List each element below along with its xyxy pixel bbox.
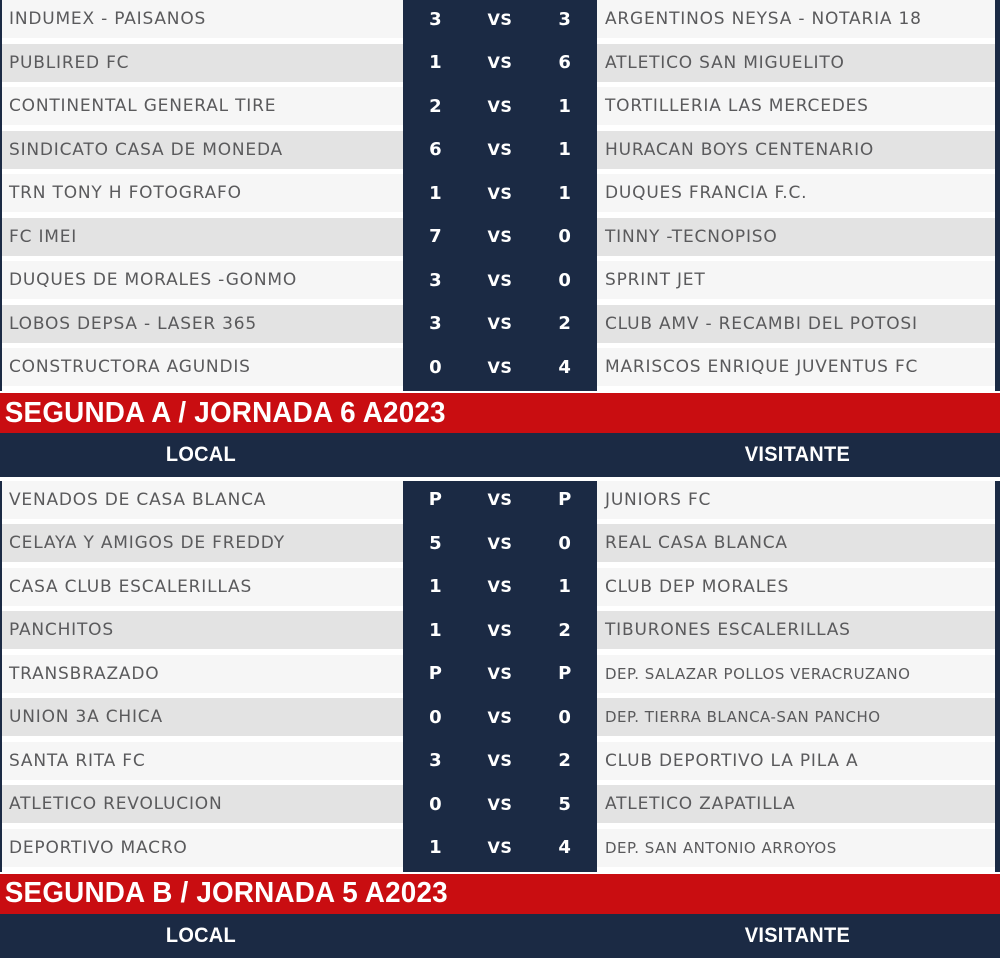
- score-zone: [403, 0, 597, 38]
- score-local: 3: [429, 8, 442, 30]
- local-team-name: DUQUES DE MORALES -GONMO: [9, 270, 298, 290]
- visitante-team-cell: [597, 655, 995, 693]
- visitante-team-cell: [597, 0, 995, 38]
- match-row: [2, 481, 995, 519]
- visitante-team-cell: [597, 829, 995, 867]
- score-zone: [403, 131, 597, 169]
- jornada-banner-title: SEGUNDA B / JORNADA 5 A2023: [4, 877, 448, 909]
- local-header-cell: [0, 443, 401, 467]
- visitante-header-cell: [595, 924, 1000, 948]
- visitante-header-cell: [595, 443, 1000, 467]
- local-team-name: PANCHITOS: [9, 620, 114, 640]
- match-row: [2, 742, 995, 780]
- visitante-team-cell: [597, 44, 995, 82]
- visitante-team-name: TORTILLERIA LAS MERCEDES: [605, 96, 869, 116]
- match-row: [2, 261, 995, 299]
- visitante-team-name: ATLETICO ZAPATILLA: [605, 794, 796, 814]
- local-team-name: FC IMEI: [9, 226, 78, 247]
- local-team-name: SANTA RITA FC: [9, 750, 146, 771]
- vs-label: VS: [487, 227, 513, 246]
- visitante-team-name: CLUB AMV - RECAMBI DEL POTOSI: [605, 313, 918, 334]
- visitante-team-name: REAL CASA BLANCA: [605, 533, 788, 553]
- score-zone: [403, 305, 597, 343]
- local-team-name: TRANSBRAZADO: [9, 663, 160, 684]
- score-visitante: 2: [558, 313, 571, 334]
- local-team-cell: [2, 698, 403, 736]
- visitante-header-label: VISITANTE: [744, 923, 851, 947]
- match-row: [2, 305, 995, 343]
- score-visitante: 0: [558, 269, 571, 291]
- score-visitante: 1: [558, 95, 571, 117]
- local-team-cell: [2, 44, 403, 82]
- fixtures-list: [0, 481, 1000, 872]
- vs-label: VS: [487, 620, 513, 640]
- score-zone: [403, 44, 597, 82]
- local-team-name: ATLETICO REVOLUCION: [9, 794, 223, 814]
- results-section-segunda-a: [0, 393, 1000, 872]
- results-section-previous: [0, 0, 1000, 391]
- visitante-team-cell: [597, 174, 995, 212]
- visitante-header-label: VISITANTE: [744, 443, 851, 466]
- score-zone: [403, 261, 597, 299]
- score-zone: [403, 524, 597, 562]
- visitante-team-name: CLUB DEPORTIVO LA PILA A: [605, 750, 859, 771]
- visitante-team-cell: [597, 131, 995, 169]
- match-row: [2, 44, 995, 82]
- visitante-team-cell: [597, 348, 995, 386]
- score-local: 3: [429, 750, 442, 771]
- score-zone: [403, 655, 597, 693]
- visitante-team-name: TINNY -TECNOPISO: [605, 226, 778, 247]
- score-local: 0: [429, 356, 442, 378]
- score-local: 6: [429, 139, 442, 160]
- local-team-cell: [2, 481, 403, 519]
- match-row: [2, 131, 995, 169]
- vs-label: VS: [487, 357, 513, 377]
- local-team-cell: [2, 524, 403, 562]
- local-header-label: LOCAL: [165, 443, 236, 466]
- visitante-team-name: HURACAN BOYS CENTENARIO: [605, 139, 875, 160]
- vs-label: VS: [487, 664, 513, 683]
- score-visitante: 0: [558, 532, 571, 554]
- score-local: 5: [429, 532, 442, 554]
- vs-label: VS: [487, 270, 513, 290]
- match-row: [2, 348, 995, 386]
- vs-label: VS: [487, 183, 513, 203]
- score-local: 0: [429, 793, 442, 815]
- local-team-cell: [2, 218, 403, 256]
- visitante-team-name: TIBURONES ESCALERILLAS: [605, 620, 851, 640]
- visitante-team-name: DEP. TIERRA BLANCA-SAN PANCHO: [605, 708, 881, 726]
- jornada-banner: [0, 393, 1000, 433]
- match-row: [2, 829, 995, 867]
- vs-label: VS: [487, 577, 513, 596]
- match-row: [2, 0, 995, 38]
- local-team-name: CONTINENTAL GENERAL TIRE: [9, 96, 277, 116]
- vs-label: VS: [487, 96, 513, 116]
- score-local: 3: [429, 313, 442, 334]
- visitante-team-cell: [597, 305, 995, 343]
- score-local: 7: [429, 226, 442, 247]
- jornada-banner: [0, 874, 1000, 914]
- score-local: 1: [429, 619, 442, 641]
- visitante-team-cell: [597, 87, 995, 125]
- table-header-bar: [0, 433, 1000, 477]
- visitante-team-name: MARISCOS ENRIQUE JUVENTUS FC: [605, 357, 919, 377]
- score-visitante: 0: [558, 706, 571, 728]
- match-row: [2, 655, 995, 693]
- visitante-team-name: JUNIORS FC: [605, 489, 712, 510]
- local-team-cell: [2, 305, 403, 343]
- score-zone: [403, 698, 597, 736]
- score-local: 1: [429, 52, 442, 73]
- score-visitante: 3: [558, 8, 571, 30]
- visitante-team-cell: [597, 785, 995, 823]
- vs-label: VS: [487, 751, 513, 770]
- fixtures-list: [0, 0, 1000, 391]
- visitante-team-cell: [597, 698, 995, 736]
- local-team-cell: [2, 568, 403, 606]
- match-row: [2, 698, 995, 736]
- vs-label: VS: [487, 53, 513, 72]
- vs-label: VS: [487, 9, 513, 29]
- local-header-cell: [0, 924, 401, 948]
- local-team-cell: [2, 261, 403, 299]
- local-team-cell: [2, 829, 403, 867]
- vs-label: VS: [487, 794, 513, 814]
- visitante-team-cell: [597, 524, 995, 562]
- local-team-cell: [2, 785, 403, 823]
- score-visitante: 0: [558, 226, 571, 247]
- score-zone: [403, 174, 597, 212]
- score-zone: [403, 348, 597, 386]
- visitante-team-cell: [597, 568, 995, 606]
- local-team-name: VENADOS DE CASA BLANCA: [9, 489, 267, 510]
- score-local: 1: [429, 182, 442, 204]
- local-team-name: CASA CLUB ESCALERILLAS: [9, 576, 253, 597]
- local-team-name: TRN TONY H FOTOGRAFO: [9, 183, 242, 203]
- local-team-cell: [2, 611, 403, 649]
- visitante-team-name: DEP. SALAZAR POLLOS VERACRUZANO: [605, 664, 911, 683]
- score-local: 1: [429, 576, 442, 597]
- visitante-team-cell: [597, 481, 995, 519]
- local-team-cell: [2, 655, 403, 693]
- local-team-name: DEPORTIVO MACRO: [9, 837, 188, 858]
- score-visitante: 5: [558, 793, 571, 815]
- score-local: 2: [429, 95, 442, 117]
- local-team-name: INDUMEX - PAISANOS: [9, 9, 207, 29]
- vs-label: VS: [487, 314, 513, 333]
- score-visitante: P: [558, 489, 572, 510]
- vs-label: VS: [487, 140, 513, 159]
- score-local: 0: [429, 706, 442, 728]
- score-visitante: 2: [558, 750, 571, 771]
- visitante-team-name: DEP. SAN ANTONIO ARROYOS: [605, 838, 837, 857]
- score-visitante: 4: [558, 837, 571, 858]
- visitante-team-name: ARGENTINOS NEYSA - NOTARIA 18: [605, 9, 922, 29]
- vs-label: VS: [487, 533, 513, 553]
- score-zone: [403, 829, 597, 867]
- local-team-name: LOBOS DEPSA - LASER 365: [9, 313, 258, 334]
- score-local: 3: [429, 269, 442, 291]
- score-visitante: 4: [558, 356, 571, 378]
- score-visitante: P: [558, 663, 572, 684]
- jornada-banner-title: SEGUNDA A / JORNADA 6 A2023: [4, 396, 446, 429]
- score-zone: [403, 87, 597, 125]
- score-zone: [403, 568, 597, 606]
- score-visitante: 2: [558, 619, 571, 641]
- visitante-team-cell: [597, 218, 995, 256]
- local-team-cell: [2, 742, 403, 780]
- visitante-team-name: SPRINT JET: [605, 270, 706, 290]
- vs-label: VS: [487, 490, 513, 509]
- local-team-cell: [2, 174, 403, 212]
- score-zone: [403, 611, 597, 649]
- score-zone: [403, 785, 597, 823]
- score-local: P: [428, 489, 442, 510]
- match-row: [2, 524, 995, 562]
- visitante-team-cell: [597, 611, 995, 649]
- score-local: 1: [429, 837, 442, 858]
- results-section-segunda-b: [0, 874, 1000, 958]
- local-team-name: UNION 3A CHICA: [9, 707, 163, 727]
- local-team-name: CELAYA Y AMIGOS DE FREDDY: [9, 533, 285, 553]
- score-zone: [403, 481, 597, 519]
- visitante-team-name: ATLETICO SAN MIGUELITO: [605, 52, 845, 73]
- visitante-team-name: DUQUES FRANCIA F.C.: [605, 183, 808, 203]
- match-row: [2, 611, 995, 649]
- vs-label: VS: [487, 707, 513, 727]
- visitante-team-name: CLUB DEP MORALES: [605, 576, 790, 597]
- match-row: [2, 218, 995, 256]
- match-row: [2, 174, 995, 212]
- score-visitante: 1: [558, 182, 571, 204]
- local-team-cell: [2, 87, 403, 125]
- score-visitante: 1: [558, 576, 571, 597]
- match-row: [2, 87, 995, 125]
- match-row: [2, 785, 995, 823]
- visitante-team-cell: [597, 261, 995, 299]
- score-visitante: 1: [558, 139, 571, 160]
- local-team-cell: [2, 348, 403, 386]
- local-team-name: PUBLIRED FC: [9, 52, 130, 73]
- local-team-cell: [2, 131, 403, 169]
- local-team-name: CONSTRUCTORA AGUNDIS: [9, 357, 251, 377]
- local-team-cell: [2, 0, 403, 38]
- score-local: P: [428, 663, 442, 684]
- score-zone: [403, 742, 597, 780]
- local-header-label: LOCAL: [165, 923, 236, 947]
- local-team-name: SINDICATO CASA DE MONEDA: [9, 139, 283, 160]
- table-header-bar: [0, 914, 1000, 958]
- visitante-team-cell: [597, 742, 995, 780]
- match-row: [2, 568, 995, 606]
- score-zone: [403, 218, 597, 256]
- score-visitante: 6: [558, 52, 571, 73]
- vs-label: VS: [487, 838, 513, 857]
